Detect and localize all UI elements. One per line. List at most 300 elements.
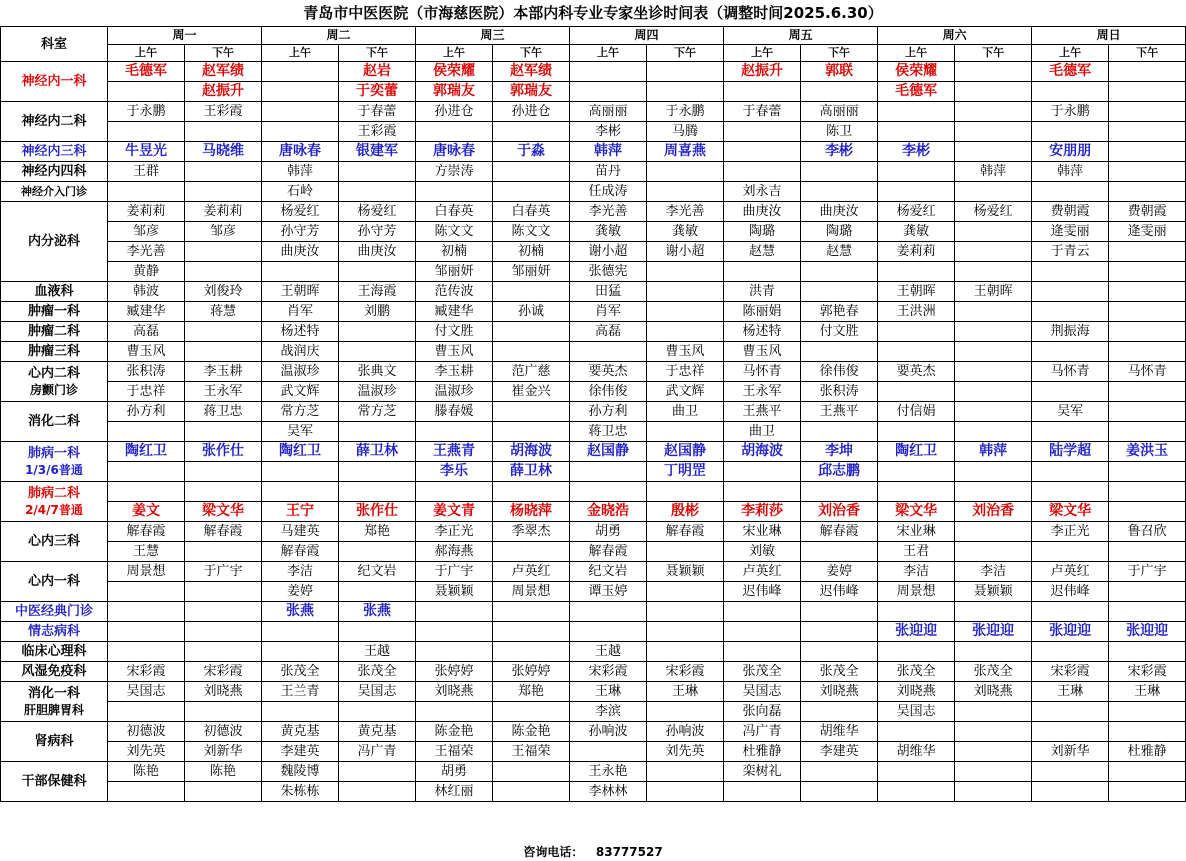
doctor-cell [185,242,262,262]
doctor-cell: 李玉耕 [185,362,262,382]
doctor-cell: 张向磊 [724,702,801,722]
doctor-cell: 李莉莎 [724,502,801,522]
doctor-cell: 姜文青 [416,502,493,522]
doctor-cell [1109,282,1186,302]
doctor-cell: 姜文 [108,502,185,522]
doctor-cell [1109,302,1186,322]
dept-name-text: 风湿免疫科 [21,664,87,679]
doctor-cell: 姜莉莉 [108,202,185,222]
doctor-cell [108,422,185,442]
doctor-cell [108,462,185,482]
doctor-cell [801,642,878,662]
doctor-cell: 杨述特 [262,322,339,342]
doctor-cell [878,422,955,442]
doctor-cell: 栾树礼 [724,762,801,782]
doctor-cell: 逄雯丽 [1109,222,1186,242]
doctor-cell [724,122,801,142]
doctor-cell: 张迎迎 [955,622,1032,642]
table-row [1,602,1186,622]
doctor-cell [262,102,339,122]
doctor-cell: 陈丽娟 [724,302,801,322]
doctor-cell: 王海霞 [339,282,416,302]
header-day: 周一 [108,27,262,45]
doctor-cell: 王宁 [262,502,339,522]
doctor-cell: 马怀青 [1109,362,1186,382]
doctor-cell [801,782,878,802]
doctor-cell: 吴国志 [108,682,185,702]
doctor-cell [724,462,801,482]
doctor-cell [493,282,570,302]
doctor-cell: 周景想 [108,562,185,582]
doctor-cell: 卢英红 [493,562,570,582]
dept-name-sub: 2/4/7普通 [25,502,83,517]
dept-name [1,442,108,482]
doctor-cell: 郑艳 [493,682,570,702]
doctor-cell: 臧建华 [416,302,493,322]
doctor-cell: 张茂全 [801,662,878,682]
dept-name [1,642,108,662]
doctor-cell [108,642,185,662]
doctor-cell [801,602,878,622]
doctor-cell [801,342,878,362]
doctor-cell: 刘永吉 [724,182,801,202]
doctor-cell: 薛卫林 [493,462,570,482]
doctor-cell: 郝海燕 [416,542,493,562]
doctor-cell [647,262,724,282]
doctor-cell: 李洁 [878,562,955,582]
table-row [1,562,1186,582]
doctor-cell: 季翠杰 [493,522,570,542]
doctor-cell: 王永军 [724,382,801,402]
doctor-cell: 张茂全 [878,662,955,682]
doctor-cell [955,742,1032,762]
doctor-cell: 王朝晖 [878,282,955,302]
doctor-cell: 梁文华 [878,502,955,522]
dept-name [1,302,108,322]
header-day: 周三 [416,27,570,45]
doctor-cell [724,622,801,642]
schedule-table [0,26,1186,802]
doctor-cell [878,382,955,402]
doctor-cell: 刘先英 [647,742,724,762]
doctor-cell [1032,482,1109,502]
doctor-cell [339,622,416,642]
doctor-cell [878,102,955,122]
doctor-cell [955,62,1032,82]
header-pm: 下午 [647,45,724,62]
doctor-cell [108,182,185,202]
doctor-cell: 银建军 [339,142,416,162]
doctor-cell [878,122,955,142]
doctor-cell: 胡维华 [801,722,878,742]
doctor-cell: 李建英 [262,742,339,762]
doctor-cell: 臧建华 [108,302,185,322]
doctor-cell: 王永艳 [570,762,647,782]
dept-name-text: 消化一科 [27,685,80,701]
doctor-cell [1109,422,1186,442]
doctor-cell: 陶红卫 [262,442,339,462]
doctor-cell: 胡勇 [570,522,647,542]
doctor-cell [878,482,955,502]
doctor-cell [955,402,1032,422]
dept-name-text: 神经介入门诊 [21,185,87,198]
doctor-cell: 王福荣 [493,742,570,762]
doctor-cell: 郭瑞友 [493,82,570,102]
doctor-cell [416,182,493,202]
dept-name [1,62,108,102]
doctor-cell [955,102,1032,122]
doctor-cell: 费朝霞 [1109,202,1186,222]
doctor-cell [339,162,416,182]
doctor-cell: 陈艳 [108,762,185,782]
doctor-cell: 宋业琳 [878,522,955,542]
doctor-cell: 韩萍 [570,142,647,162]
doctor-cell [878,322,955,342]
table-row [1,322,1186,342]
dept-name-text: 肿瘤一科 [27,304,80,319]
header-am: 上午 [108,45,185,62]
dept-name-text: 中医经典门诊 [14,604,93,619]
dept-name [1,142,108,162]
table-row [1,82,1186,102]
doctor-cell [647,702,724,722]
doctor-cell [493,162,570,182]
dept-name [1,522,108,562]
header-am: 上午 [878,45,955,62]
doctor-cell [1109,342,1186,362]
table-row [1,402,1186,422]
doctor-cell: 温淑珍 [262,362,339,382]
contact-label: 咨询电话： [523,845,584,859]
doctor-cell: 周喜燕 [647,142,724,162]
doctor-cell [416,422,493,442]
doctor-cell [1032,342,1109,362]
doctor-cell: 范传波 [416,282,493,302]
table-row [1,102,1186,122]
doctor-cell [185,482,262,502]
doctor-cell [416,642,493,662]
doctor-cell: 马建英 [262,522,339,542]
doctor-cell: 马晓维 [185,142,262,162]
doctor-cell [1109,762,1186,782]
doctor-cell: 王燕青 [416,442,493,462]
doctor-cell: 龚敏 [878,222,955,242]
doctor-cell: 曹玉风 [647,342,724,362]
doctor-cell: 逄雯丽 [1032,222,1109,242]
doctor-cell [185,782,262,802]
doctor-cell: 赵国静 [570,442,647,462]
table-row [1,422,1186,442]
doctor-cell [955,242,1032,262]
doctor-cell: 王越 [570,642,647,662]
doctor-cell: 邹丽妍 [493,262,570,282]
doctor-cell: 李玉耕 [416,362,493,382]
doctor-cell: 吴国志 [339,682,416,702]
dept-name [1,362,108,402]
header-am: 上午 [416,45,493,62]
doctor-cell [1109,242,1186,262]
doctor-cell: 武文辉 [647,382,724,402]
doctor-cell [339,182,416,202]
doctor-cell [493,422,570,442]
table-row [1,222,1186,242]
doctor-cell [570,462,647,482]
doctor-cell [1032,642,1109,662]
doctor-cell: 张迎迎 [1032,622,1109,642]
doctor-cell: 石岭 [262,182,339,202]
doctor-cell: 李光善 [108,242,185,262]
doctor-cell [570,62,647,82]
doctor-cell: 王兰青 [262,682,339,702]
doctor-cell [878,462,955,482]
doctor-cell [801,262,878,282]
doctor-cell: 梁文华 [185,502,262,522]
table-row [1,622,1186,642]
doctor-cell [801,762,878,782]
dept-name [1,182,108,202]
doctor-cell: 高磊 [108,322,185,342]
doctor-cell [262,622,339,642]
doctor-cell: 解春霞 [647,522,724,542]
doctor-cell: 于永鹏 [1032,102,1109,122]
dept-name-text: 肿瘤二科 [27,324,80,339]
doctor-cell: 高丽丽 [801,102,878,122]
doctor-cell [724,782,801,802]
doctor-cell: 蒋慧 [185,302,262,322]
doctor-cell [339,702,416,722]
doctor-cell: 牛昱光 [108,142,185,162]
doctor-cell: 朱栋栋 [262,782,339,802]
doctor-cell: 于淼 [493,142,570,162]
table-row [1,502,1186,522]
dept-name-text: 情志病科 [27,624,80,639]
doctor-cell [108,582,185,602]
doctor-cell: 宋彩霞 [570,662,647,682]
header-dept: 科室 [1,27,108,62]
doctor-cell: 陈卫 [801,122,878,142]
dept-name-text: 心内二科 [27,365,80,381]
dept-name-text: 肿瘤三科 [27,344,80,359]
dept-name [1,602,108,622]
dept-name [1,682,108,722]
doctor-cell [570,342,647,362]
doctor-cell: 杨述特 [724,322,801,342]
doctor-cell: 高丽丽 [570,102,647,122]
table-row [1,342,1186,362]
doctor-cell: 赵军绩 [493,62,570,82]
doctor-cell: 初楠 [493,242,570,262]
doctor-cell [108,702,185,722]
doctor-cell [955,522,1032,542]
dept-name-text: 心内三科 [27,534,80,549]
doctor-cell: 王彩霞 [339,122,416,142]
table-row [1,702,1186,722]
doctor-cell [1109,402,1186,422]
doctor-cell [1032,382,1109,402]
doctor-cell: 陈金艳 [493,722,570,742]
doctor-cell: 李正光 [1032,522,1109,542]
doctor-cell [955,722,1032,742]
doctor-cell [570,602,647,622]
doctor-cell: 李建英 [801,742,878,762]
dept-name-text: 神经内四科 [21,164,87,179]
doctor-cell: 韩萍 [1032,162,1109,182]
doctor-cell: 王燕平 [801,402,878,422]
doctor-cell [878,342,955,362]
table-row [1,522,1186,542]
doctor-cell [493,702,570,722]
header-day: 周日 [1032,27,1186,45]
doctor-cell [955,82,1032,102]
dept-name-sub: 房颤门诊 [29,382,78,397]
doctor-cell [955,462,1032,482]
doctor-cell [878,162,955,182]
doctor-cell: 李坤 [801,442,878,462]
doctor-cell [493,622,570,642]
doctor-cell: 宋彩霞 [108,662,185,682]
doctor-cell [262,122,339,142]
doctor-cell: 李彬 [878,142,955,162]
doctor-cell [339,782,416,802]
doctor-cell: 王洪洲 [878,302,955,322]
doctor-cell [262,82,339,102]
doctor-cell [185,642,262,662]
table-row [1,182,1186,202]
doctor-cell [955,262,1032,282]
header-pm: 下午 [339,45,416,62]
doctor-cell: 白春英 [416,202,493,222]
doctor-cell [724,642,801,662]
doctor-cell [1032,782,1109,802]
doctor-cell [185,582,262,602]
doctor-cell: 王群 [108,162,185,182]
doctor-cell: 丁明罡 [647,462,724,482]
doctor-cell: 刘先英 [108,742,185,762]
doctor-cell: 范广慈 [493,362,570,382]
dept-name-text: 肺病一科 [27,445,80,461]
doctor-cell [647,322,724,342]
table-row [1,62,1186,82]
doctor-cell [1109,462,1186,482]
doctor-cell: 魏陵博 [262,762,339,782]
doctor-cell [1109,602,1186,622]
dept-name [1,202,108,282]
doctor-cell [1109,542,1186,562]
doctor-cell: 安朋朋 [1032,142,1109,162]
doctor-cell [339,342,416,362]
table-row [1,682,1186,702]
doctor-cell: 孙响波 [570,722,647,742]
header-am: 上午 [1032,45,1109,62]
doctor-cell: 杨爱红 [339,202,416,222]
doctor-cell: 曲庚汝 [724,202,801,222]
doctor-cell [416,702,493,722]
table-row [1,462,1186,482]
header-pm: 下午 [185,45,262,62]
doctor-cell [955,602,1032,622]
doctor-cell [647,82,724,102]
doctor-cell: 解春霞 [185,522,262,542]
doctor-cell [185,262,262,282]
dept-name-text: 神经内二科 [21,114,87,129]
doctor-cell [647,422,724,442]
doctor-cell [185,602,262,622]
doctor-cell [1109,502,1186,522]
doctor-cell [493,342,570,362]
doctor-cell [1109,62,1186,82]
doctor-cell: 张作仕 [185,442,262,462]
doctor-cell [1032,282,1109,302]
doctor-cell: 方崇涛 [416,162,493,182]
dept-name [1,562,108,602]
doctor-cell: 费朝霞 [1032,202,1109,222]
doctor-cell: 要英杰 [570,362,647,382]
doctor-cell: 谭玉婷 [570,582,647,602]
dept-name-text: 血液科 [34,284,74,299]
doctor-cell: 解春霞 [262,542,339,562]
doctor-cell [1032,182,1109,202]
doctor-cell: 洪青 [724,282,801,302]
doctor-cell: 迟伟峰 [801,582,878,602]
table-row [1,762,1186,782]
doctor-cell [108,82,185,102]
doctor-cell: 温淑珍 [339,382,416,402]
doctor-cell [955,782,1032,802]
doctor-cell [647,642,724,662]
doctor-cell: 宋彩霞 [185,662,262,682]
dept-name [1,102,108,142]
doctor-cell [955,342,1032,362]
header-period-row [1,45,1186,62]
header-day: 周二 [262,27,416,45]
doctor-cell: 张茂全 [262,662,339,682]
table-row [1,242,1186,262]
doctor-cell: 李彬 [570,122,647,142]
doctor-cell: 付信娟 [878,402,955,422]
dept-name-text: 心内一科 [27,574,80,589]
doctor-cell: 韩萍 [955,442,1032,462]
doctor-cell: 姜莉莉 [185,202,262,222]
doctor-cell [647,62,724,82]
doctor-cell: 迟伟峰 [724,582,801,602]
doctor-cell [955,362,1032,382]
doctor-cell [878,782,955,802]
doctor-cell [801,162,878,182]
doctor-cell [108,602,185,622]
doctor-cell [416,622,493,642]
doctor-cell [647,582,724,602]
dept-name [1,342,108,362]
doctor-cell: 王慧 [108,542,185,562]
table-row [1,722,1186,742]
doctor-cell: 王永军 [185,382,262,402]
doctor-cell: 孙进仓 [493,102,570,122]
doctor-cell [262,62,339,82]
doctor-cell [416,122,493,142]
doctor-cell [493,402,570,422]
dept-name-text: 神经内一科 [21,74,87,89]
doctor-cell [570,742,647,762]
doctor-cell [1109,382,1186,402]
doctor-cell [724,602,801,622]
doctor-cell: 王君 [878,542,955,562]
doctor-cell: 聂颖颖 [955,582,1032,602]
doctor-cell: 孙守芳 [262,222,339,242]
doctor-cell [108,622,185,642]
doctor-cell: 徐伟俊 [801,362,878,382]
table-row [1,542,1186,562]
doctor-cell [878,642,955,662]
